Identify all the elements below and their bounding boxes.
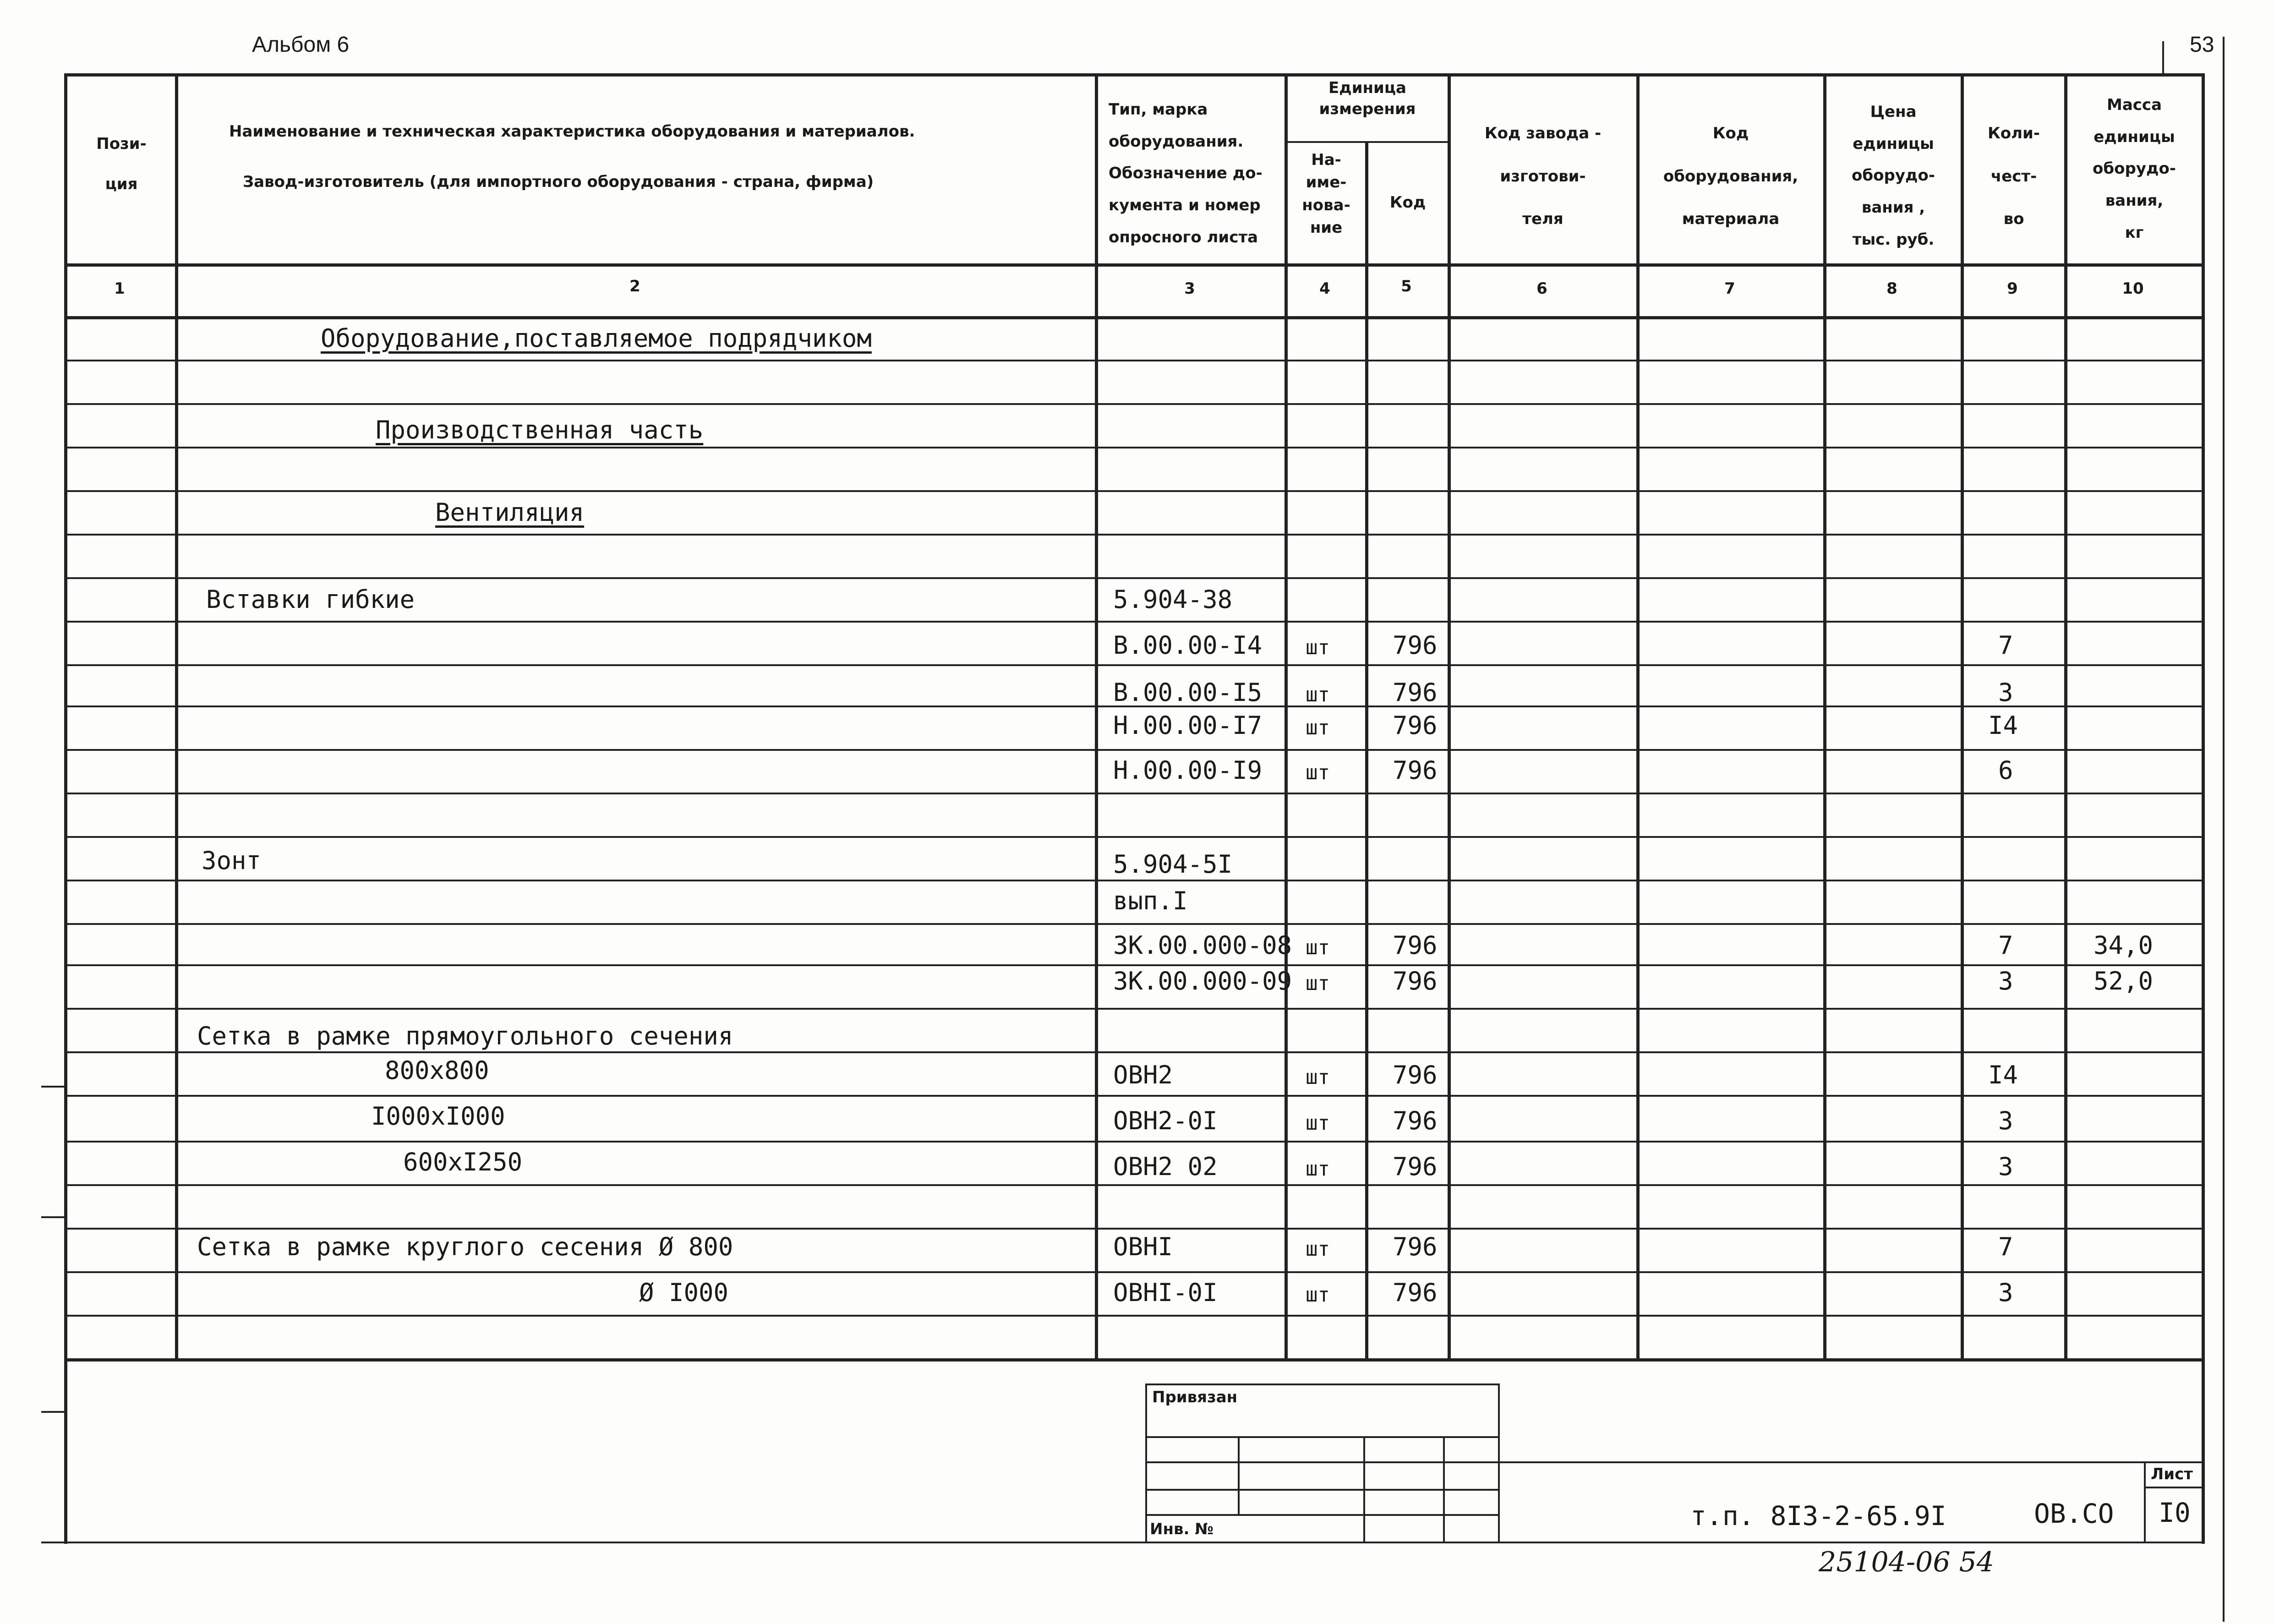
header-unit-name: На- име- нова- ние — [1302, 151, 1350, 237]
colnum-8: 8 — [1886, 279, 1897, 298]
row-line — [64, 836, 2203, 838]
item-qty: I4 — [1988, 711, 2018, 740]
item-qty: 3 — [1998, 678, 2013, 707]
item-unit: шт — [1306, 683, 1330, 706]
stamp-top-line — [1145, 1383, 1498, 1385]
item-type: ЗК.00.000-08 — [1113, 931, 1292, 960]
colnum-9: 9 — [2007, 279, 2018, 298]
item-type: ОВН2-0I — [1113, 1106, 1218, 1135]
item-type: Н.00.00-I7 — [1113, 711, 1263, 740]
row-line — [64, 577, 2203, 579]
stamp-inv-label: Инв. № — [1150, 1520, 1214, 1538]
stamp-line — [1145, 1436, 1498, 1438]
document-mark: ОВ.СО — [2034, 1498, 2114, 1529]
titleblock-top-line — [1498, 1461, 2202, 1463]
colnum-10: 10 — [2122, 279, 2144, 298]
row-line — [64, 964, 2203, 966]
item-name: Зонт — [202, 846, 262, 875]
frame-bottom-line — [41, 1542, 2203, 1543]
header-position: Пози- ция — [96, 135, 147, 194]
margin-tick — [41, 1086, 64, 1088]
row-line — [64, 793, 2203, 794]
header-name-line2: Завод-изготовитель (для импортного оборудования - страна, фирма) — [243, 173, 874, 191]
item-unit-code: 796 — [1393, 931, 1438, 960]
frame-top-line — [64, 73, 2203, 77]
section-title: Оборудование,поставляемое подрядчиком — [321, 324, 872, 353]
item-size: 600хI250 — [403, 1148, 523, 1176]
row-line — [64, 923, 2203, 925]
item-qty: 3 — [1998, 1106, 2013, 1135]
margin-tick — [41, 1216, 64, 1218]
stamp-bound-label: Привязан — [1152, 1388, 1238, 1406]
page-num-tick — [2162, 41, 2164, 73]
item-unit-code: 796 — [1393, 678, 1438, 707]
item-name: Сетка в рамке прямоугольного сечения — [197, 1022, 733, 1050]
stamp-line — [1145, 1489, 1498, 1491]
item-size: I000хI000 — [371, 1102, 505, 1131]
item-unit-code: 796 — [1393, 711, 1438, 740]
item-mass: 34,0 — [2094, 931, 2154, 960]
item-unit: шт — [1306, 1283, 1330, 1307]
row-line — [64, 534, 2203, 536]
row-line — [64, 1141, 2203, 1143]
page-number: 53 — [2190, 33, 2214, 57]
page-edge-line — [2223, 37, 2225, 1622]
table-bottom-line — [64, 1358, 2203, 1362]
row-line — [64, 1095, 2203, 1097]
item-size: 800х800 — [385, 1056, 489, 1085]
item-mass: 52,0 — [2094, 967, 2154, 995]
header-name-line1: Наименование и техническая характеристика оборудования и материалов. — [229, 122, 915, 141]
stamp-col-line — [1443, 1436, 1445, 1542]
item-type: ОВНI-0I — [1113, 1278, 1218, 1307]
col-line-3 — [1285, 73, 1288, 1361]
item-qty: 7 — [1998, 931, 2013, 960]
item-unit: шт — [1306, 936, 1330, 959]
item-unit: шт — [1306, 1237, 1330, 1261]
margin-tick — [41, 1411, 64, 1413]
item-type: ОВН2 02 — [1113, 1152, 1218, 1181]
item-unit: шт — [1306, 636, 1330, 659]
document-code: т.п. 8I3-2-65.9I — [1690, 1500, 1946, 1531]
row-line — [64, 880, 2203, 881]
colnum-4: 4 — [1319, 279, 1330, 298]
item-type: В.00.00-I5 — [1113, 678, 1263, 707]
item-name: Вставки гибкие — [206, 585, 415, 614]
col-line-4 — [1365, 141, 1368, 1361]
item-unit-code: 796 — [1393, 1278, 1438, 1307]
row-line — [64, 1008, 2203, 1010]
header-mass: Масса единицы оборудо- вания, кг — [2093, 96, 2176, 242]
col-line-6 — [1636, 73, 1640, 1361]
header-equipment-code: Код оборудования, материала — [1663, 124, 1798, 228]
col-line-5 — [1448, 73, 1451, 1361]
frame-right-line — [2202, 73, 2205, 1544]
item-type: вып.I — [1113, 886, 1188, 915]
row-line — [64, 664, 2203, 666]
item-unit: шт — [1306, 1066, 1330, 1089]
item-qty: 7 — [1998, 631, 2013, 660]
sheet-label: Лист — [2151, 1465, 2193, 1483]
item-unit: шт — [1306, 1157, 1330, 1181]
stamp-col-line — [1363, 1436, 1365, 1542]
sheet-box-left — [2144, 1461, 2146, 1542]
item-unit-code: 796 — [1393, 1106, 1438, 1135]
colnum-5: 5 — [1401, 277, 1412, 295]
colnum-2: 2 — [629, 277, 640, 295]
colnum-bottom-line — [64, 316, 2203, 319]
col-line-7 — [1823, 73, 1826, 1361]
item-type: ЗК.00.000-09 — [1113, 967, 1292, 995]
item-unit-code: 796 — [1393, 967, 1438, 995]
item-qty: 3 — [1998, 1152, 2013, 1181]
item-qty: 3 — [1998, 1278, 2013, 1307]
item-unit: шт — [1306, 716, 1330, 739]
item-name: Сетка в рамке круглого сесения Ø 800 — [197, 1232, 733, 1261]
item-size: Ø I000 — [639, 1278, 729, 1307]
colnum-3: 3 — [1184, 279, 1195, 298]
row-line — [64, 403, 2203, 405]
item-type: В.00.00-I4 — [1113, 631, 1263, 660]
colnum-7: 7 — [1724, 279, 1735, 298]
item-type: ОВНI — [1113, 1232, 1173, 1261]
item-qty: I4 — [1988, 1061, 2018, 1089]
row-line — [64, 447, 2203, 448]
item-qty: 6 — [1998, 756, 2013, 785]
row-line — [64, 749, 2203, 751]
header-bottom-line — [64, 263, 2203, 267]
header-unit-code: Код — [1389, 193, 1426, 212]
item-unit: шт — [1306, 761, 1330, 784]
item-type: 5.904-5I — [1113, 850, 1233, 879]
sheet-number: I0 — [2159, 1497, 2191, 1528]
header-manufacturer-code: Код завода - изготови- теля — [1484, 124, 1602, 228]
item-unit-code: 796 — [1393, 756, 1438, 785]
col-line-1 — [175, 73, 178, 1361]
subsection-title: Производственная часть — [376, 416, 704, 444]
item-unit: шт — [1306, 972, 1330, 995]
subsection-title: Вентиляция — [435, 498, 585, 527]
row-line — [64, 360, 2203, 361]
item-qty: 7 — [1998, 1232, 2013, 1261]
item-unit-code: 796 — [1393, 1152, 1438, 1181]
item-unit: шт — [1306, 1111, 1330, 1135]
stamp-col-line — [1238, 1436, 1240, 1514]
row-line — [64, 1315, 2203, 1317]
header-unit: Единица измерения — [1319, 79, 1416, 118]
header-price: Цена единицы оборудо- вания , тыс. руб. — [1852, 103, 1935, 249]
row-line — [64, 1051, 2203, 1053]
row-line — [64, 1271, 2203, 1273]
item-unit-code: 796 — [1393, 631, 1438, 660]
colnum-1: 1 — [114, 279, 125, 298]
stamp-line — [1145, 1514, 1498, 1516]
row-line — [64, 1184, 2203, 1186]
sheet-box-line — [2144, 1487, 2202, 1488]
handwritten-archive-number: 25104-06 54 — [1819, 1546, 1994, 1578]
colnum-6: 6 — [1536, 279, 1547, 298]
stamp-line — [1145, 1461, 1498, 1463]
row-line — [64, 490, 2203, 492]
col-line-2 — [1095, 73, 1098, 1361]
item-type: Н.00.00-I9 — [1113, 756, 1263, 785]
album-title: Альбом 6 — [252, 33, 350, 57]
item-type: ОВН2 — [1113, 1061, 1173, 1089]
item-unit-code: 796 — [1393, 1061, 1438, 1089]
item-qty: 3 — [1998, 967, 2013, 995]
row-line — [64, 621, 2203, 623]
row-line — [64, 1228, 2203, 1230]
item-unit-code: 796 — [1393, 1232, 1438, 1261]
item-type: 5.904-38 — [1113, 585, 1233, 614]
header-type: Тип, марка оборудования. Обозначение до- кумента и номер опросного листа — [1109, 100, 1263, 246]
header-quantity: Коли- чест- во — [1988, 124, 2040, 228]
col-line-9 — [2064, 73, 2067, 1361]
col-line-8 — [1961, 73, 1964, 1361]
